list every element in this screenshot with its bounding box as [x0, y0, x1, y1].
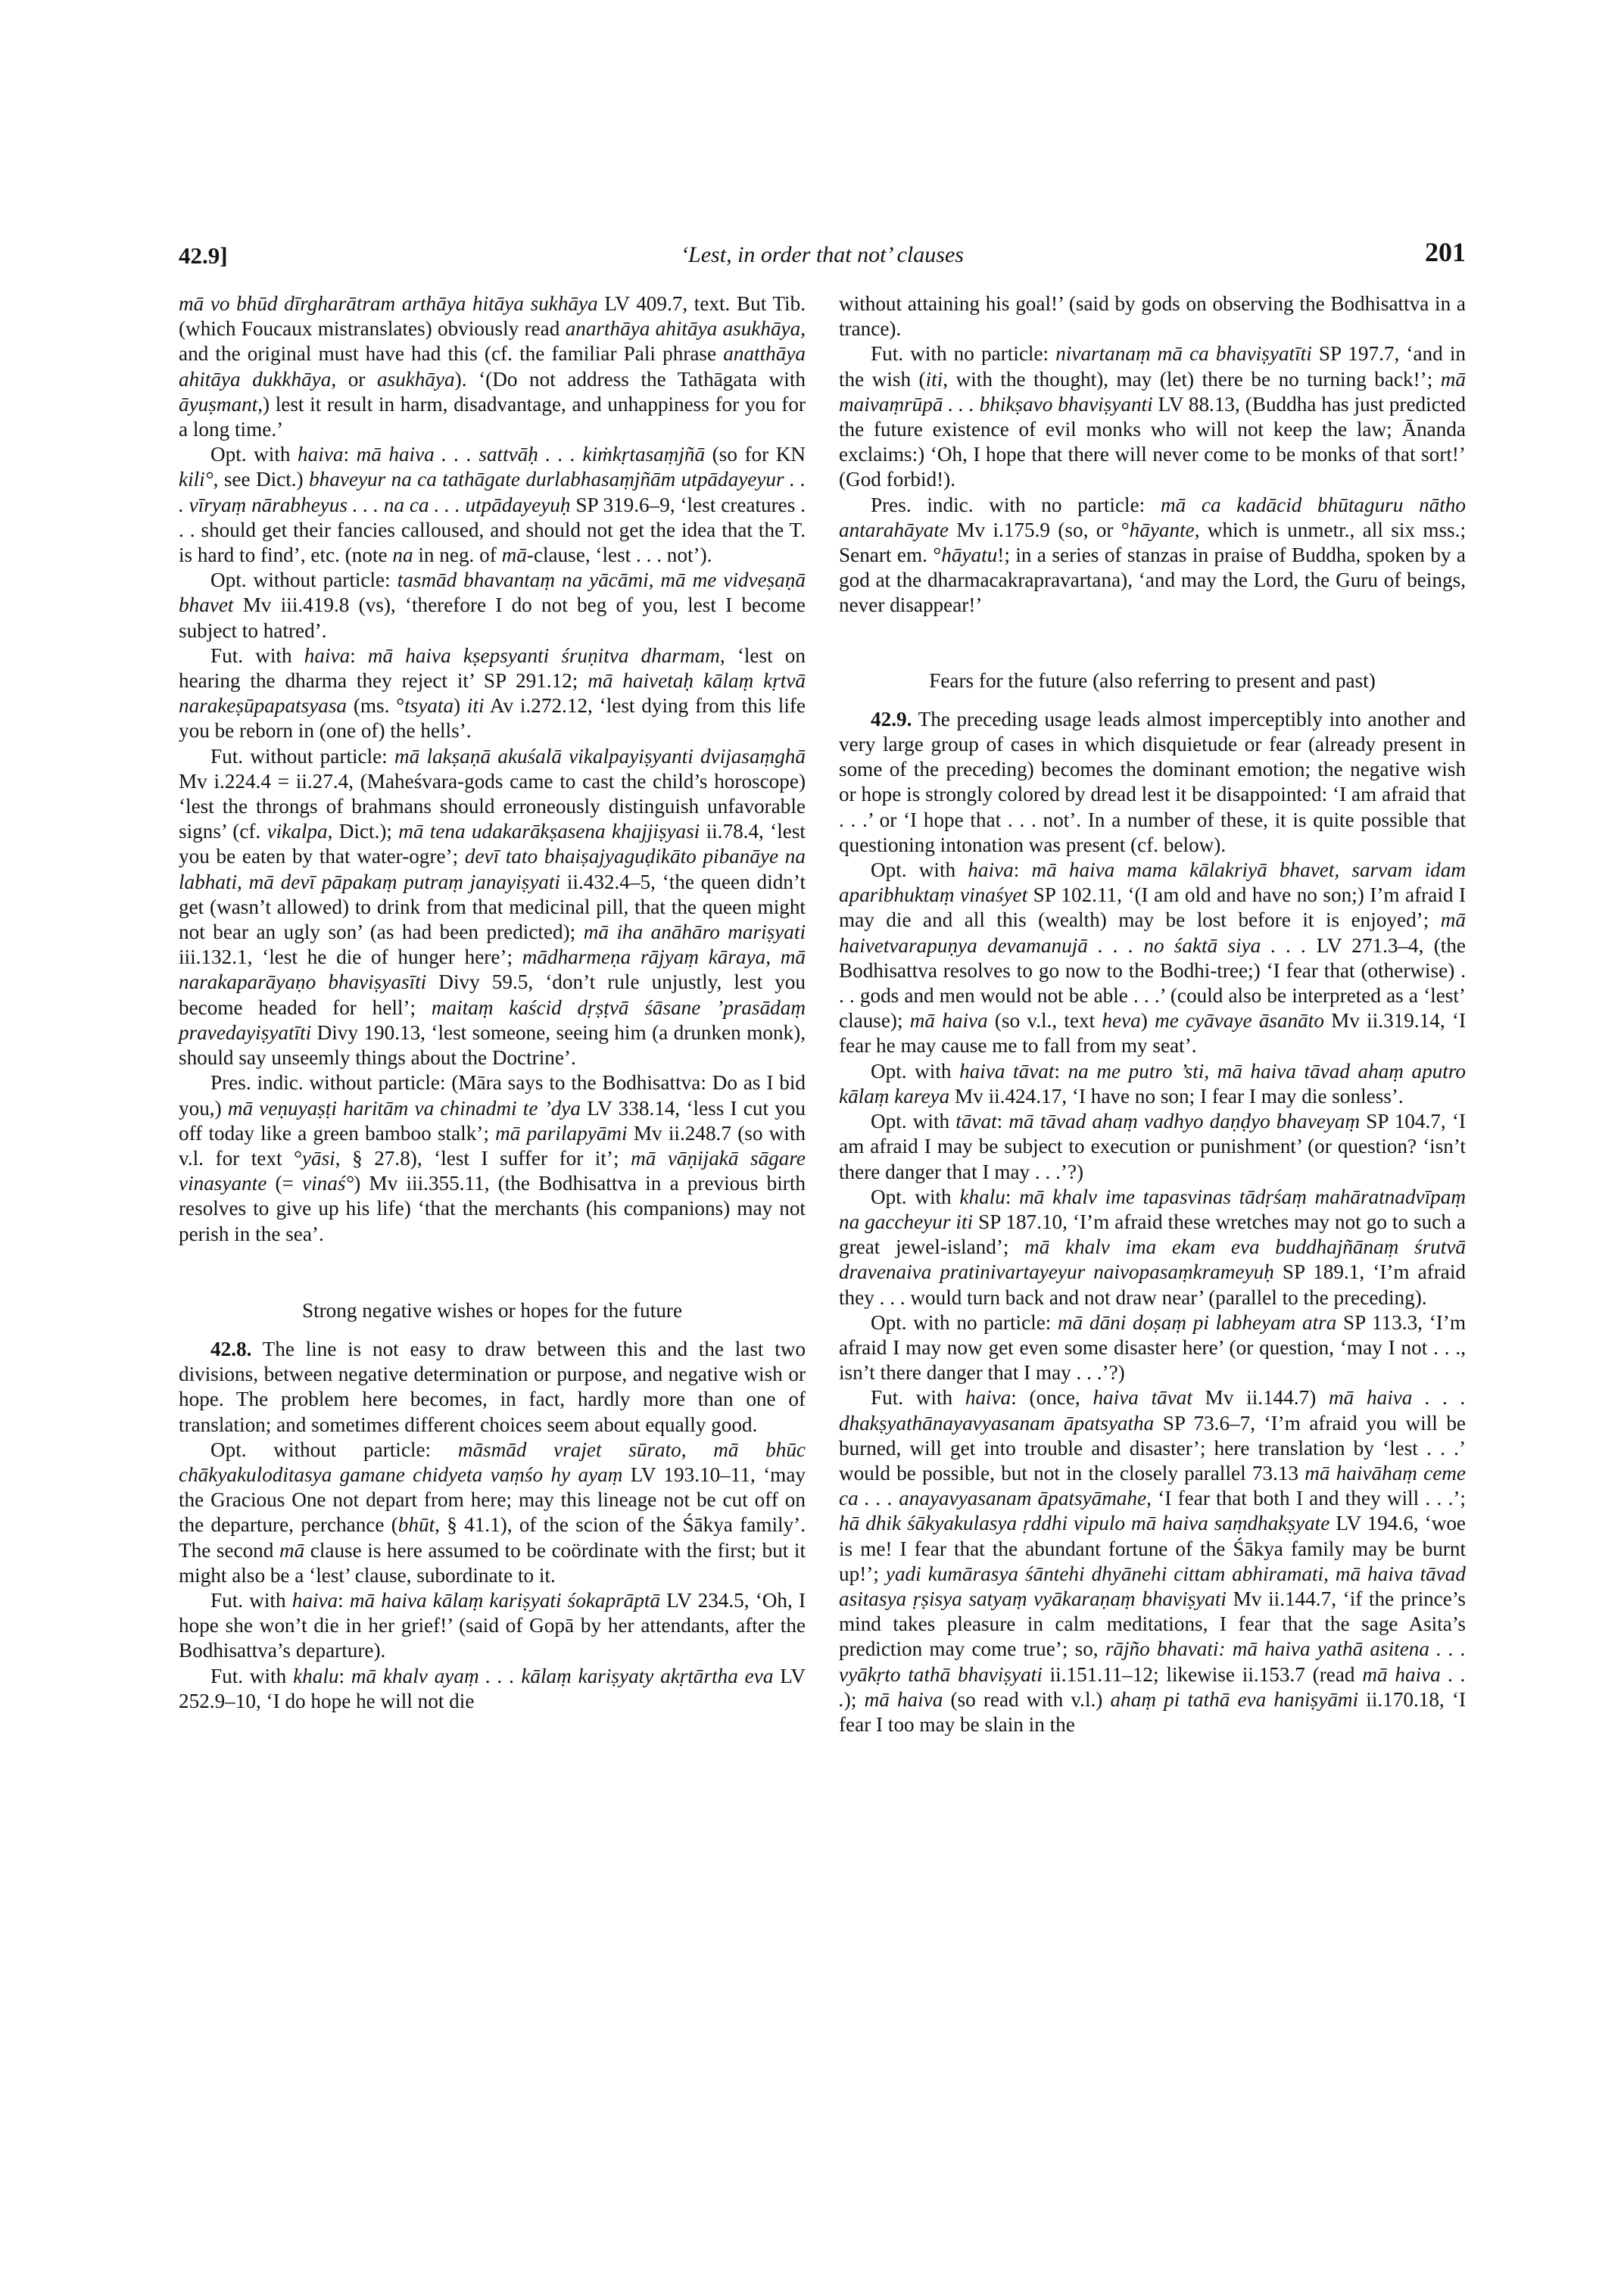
- paragraph: Fut. with khalu: mā khalv ayaṃ . . . kālaṃ kariṣyaty akṛtārtha eva LV 252.9–10, ‘I do hope he will not die: [179, 1664, 806, 1712]
- paragraph: Fut. without particle: mā lakṣaṇā akuśalā vikalpayiṣyanti dvijasaṃghā Mv i.224.4 = ii.27.4, (Maheśvara-gods came to cast the child’s horoscope) ‘lest the throngs of brahmans should erroneously distinguish unfavorable signs’ (cf. vikalpa, Dict.); mā tena udakarākṣasena khajjiṣyasi ii.78.4, ‘lest you be eaten by that water-ogre’; devī tato bhaiṣajyaguḍikāto pibanāye na labhati, mā devī pāpakaṃ putraṃ janayiṣyati ii.432.4–5, ‘the queen didn’t get (wasn’t allowed) to drink from that medicinal pill, that the queen might not bear an ugly son’ (as had been predicted); mā iha anāhāro mariṣyati iii.132.1, ‘lest he die of hunger here’; mādharmeṇa rājyaṃ kāraya, mā narakaparāyaṇo bhaviṣyasīti Divy 59.5, ‘don’t rule unjustly, lest you become headed for hell’; maitaṃ kaścid dṛṣṭvā śāsane ’prasādaṃ pravedayiṣyatīti Divy 190.13, ‘lest someone, seeing him (a drunken monk), should say unseemly things about the Doctrine’.: [179, 744, 806, 1070]
- paragraph: Opt. with haiva tāvat: na me putro ’sti, mā haiva tāvad ahaṃ aputro kālaṃ kareya Mv ii.424.17, ‘I have no son; I fear I may die sonless’.: [839, 1059, 1466, 1108]
- right-column: [839, 291, 1466, 1737]
- paragraph: without attaining his goal!’ (said by gods on observing the Bodhisattva in a trance).: [839, 292, 1466, 341]
- paragraph: Opt. with tāvat: mā tāvad ahaṃ vadhyo daṇḍyo bhaveyaṃ SP 104.7, ‘I am afraid I may be subject to execution or punishment’ (or question? ‘isn’t there danger that I may . . .’?): [839, 1110, 1466, 1183]
- paragraph: 42.8. The line is not easy to draw between this and the last two divisions, between negative determination or purpose, and negative wish or hope. The problem here becomes, in fact, hardly more than one of translation; and sometimes different choices seem about equally good.: [179, 1337, 806, 1436]
- running-title: ‘Lest, in order that not’ clauses: [681, 242, 964, 267]
- page-number: 201: [1425, 237, 1466, 267]
- paragraph: Pres. indic. without particle: (Māra says to the Bodhisattva: Do as I bid you,) mā veṇuyaṣṭi haritām va chinadmi te ’dya LV 338.14, ‘less I cut you off today like a green bamboo stalk’; mā parilapyāmi Mv ii.248.7 (so with v.l. for text °yāsi, § 27.8), ‘lest I suffer for it’; mā vāṇijakā sāgare vinasyante (= vinaś°) Mv iii.355.11, (the Bodhisattva in a previous birth resolves to give up his life) ‘that the merchants (his companions) may not perish in the sea’.: [179, 1071, 806, 1245]
- paragraph: 42.9. The preceding usage leads almost imperceptibly into another and very large group of cases in which disquietude or fear (already present in some of the preceding) becomes the dominant emotion; the negative wish or hope is strongly colored by dread lest it be disappointed: ‘I am afraid that . . .’ or ‘I hope that . . . not’. In a number of these, it is quite possible that questioning intonation was present (cf. below).: [839, 707, 1466, 856]
- section-number: 42.9]: [179, 242, 228, 269]
- paragraph: Opt. without particle: māsmād vrajet sūrato, mā bhūc chākyakuloditasya gamane chidyeta vaṃśo hy ayaṃ LV 193.10–11, ‘may the Gracious One not depart from here; may this lineage not be cut off on the departure, perchance (bhūt, § 41.1), of the scion of the Śākya family’. The second mā clause is here assumed to be coördinate with the first; but it might also be a ‘lest’ clause, subordinate to it.: [179, 1438, 806, 1587]
- section-heading: Fears for the future (also referring to present and past): [929, 668, 1376, 692]
- paragraph: Fut. with no particle: nivartanaṃ mā ca bhaviṣyatīti SP 197.7, ‘and in the wish (iti, with the thought), may (let) there be no turning back!’; mā maivaṃrūpā . . . bhikṣavo bhaviṣyanti LV 88.13, (Buddha has just predicted the future existence of evil monks who will not keep the law; Ānanda exclaims:) ‘Oh, I hope that there will never come to be monks of that sort!’ (God forbid!).: [839, 342, 1467, 491]
- paragraph: Fut. with haiva: (once, haiva tāvat Mv ii.144.7) mā haiva . . . dhakṣyathānayavyasanam āpatsyatha SP 73.6–7, ‘I’m afraid you will be burned, will get into trouble and disaster’; here translation by ‘lest . . .’ would be possible, but not in the closely parallel 73.13 mā haivāhaṃ ceme ca . . . anayavyasanam āpatsyāmahe, ‘I fear that both I and they will . . .’; hā dhik śākyakulasya ṛddhi vipulo mā haiva saṃdhakṣyate LV 194.6, ‘woe is me! I fear that the abundant fortune of the Śākya family may be burnt up!’; yadi kumārasya śāntehi dhyānehi cittam abhiramati, mā haiva tāvad asitasya ṛṣisya satyaṃ vyākaraṇaṃ bhaviṣyati Mv ii.144.7, ‘if the prince’s mind takes pleasure in calm meditations, I fear that the sage Asita’s prediction may come true’; so, rājño bhavati: mā haiva yathā asitena . . . vyākṛto tathā bhaviṣyati ii.151.11–12; likewise ii.153.7 (read mā haiva . . .); mā haiva (so read with v.l.) ahaṃ pi tathā eva haniṣyāmi ii.170.18, ‘I fear I too may be slain in the: [839, 1386, 1467, 1736]
- paragraph: Fut. with haiva: mā haiva kālaṃ kariṣyati śokaprāptā LV 234.5, ‘Oh, I hope she won’t die in her grief!’ (said of Gopā by her attendants, after the Bodhisattva’s departure).: [179, 1588, 806, 1662]
- paragraph: Opt. with haiva: mā haiva . . . sattvāḥ . . . kiṁkṛtasaṃjñā (so for KN kili°, see Dict.) bhaveyur na ca tathāgate durlabhasaṃjñām utpādayeyur . . . vīryaṃ nārabheyus . . . na ca . . . utpādayeyuḥ SP 319.6–9, ‘lest creatures . . . should get their fancies calloused, and should not get the idea that the T. is hard to find’, etc. (note na in neg. of mā-clause, ‘lest . . . not’).: [179, 443, 806, 567]
- paragraph: Opt. without particle: tasmād bhavantaṃ na yācāmi, mā me vidveṣaṇā bhavet Mv iii.419.8 (vs), ‘therefore I do not beg of you, lest I become subject to hatred’.: [179, 569, 806, 642]
- paragraph: Pres. indic. with no particle: mā ca kadācid bhūtaguru nātho antarahāyate Mv i.175.9 (so, or °hāyante, which is unmetr., all six mss.; Senart em. °hāyatu!; in a series of stanzas in praise of Buddha, spoken by a god at the dharmacakrapravartana), ‘and may the Lord, the Guru of beings, never disappear!’: [839, 493, 1466, 617]
- paragraph: Opt. with no particle: mā dāni doṣaṃ pi labheyam atra SP 113.3, ‘I’m afraid I may now get even some disaster here’ (or question, ‘may I not . . ., isn’t there danger that I may . . .’?): [839, 1310, 1466, 1385]
- left-column: [179, 291, 806, 1714]
- running-header: [179, 233, 1466, 276]
- paragraph: Opt. with khalu: mā khalv ime tapasvinas tādṛśaṃ mahāratnadvīpaṃ na gaccheyur iti SP 187.10, ‘I’m afraid these wretches may not go to such a great jewel-island’; mā khalv ima ekam eva buddhajñānaṃ śrutvā dravenaiva pratinivartayeyur naivopasaṃkrameyuḥ SP 189.1, ‘I’m afraid they . . . would turn back and not draw near’ (parallel to the preceding).: [839, 1185, 1466, 1309]
- paragraph: mā vo bhūd dīrgharātram arthāya hitāya sukhāya LV 409.7, text. But Tib. (which Foucaux mistranslates) obviously read anarthāya ahitāya asukhāya, and the original must have had this (cf. the familiar Pali phrase anatthāya ahitāya dukkhāya, or asukhāya). ‘(Do not address the Tathāgata with āyuṣmant,) lest it result in harm, disadvantage, and unhappiness for you for a long time.’: [179, 292, 806, 441]
- section-heading: Strong negative wishes or hopes for the future: [301, 1298, 683, 1322]
- paragraph: Fut. with haiva: mā haiva kṣepsyanti śruṇitva dharmam, ‘lest on hearing the dharma they reject it’ SP 291.12; mā haivetaḥ kālaṃ kṛtvā narakeṣūpapatsyasa (ms. °tsyata) iti Av i.272.12, ‘lest dying from this life you be reborn in (one of) the hells’.: [179, 643, 806, 743]
- paragraph: Opt. with haiva: mā haiva mama kālakriyā bhavet, sarvam idam aparibhuktaṃ vinaśyet SP 102.11, ‘(I am old and have no son;) I’m afraid I may die and all this (wealth) may be lost before it is enjoyed’; mā haivetvarapuṇya devamanujā . . . no śaktā siya . . . LV 271.3–4, (the Bodhisattva resolves to go now to the Bodhi-tree;) ‘I fear that (otherwise) . . . gods and men would not be able . . .’ (could also be interpreted as a ‘lest’ clause); mā haiva (so v.l., text heva) me cyāvaye āsanāto Mv ii.319.14, ‘I fear he may cause me to fall from my seat’.: [839, 858, 1467, 1058]
